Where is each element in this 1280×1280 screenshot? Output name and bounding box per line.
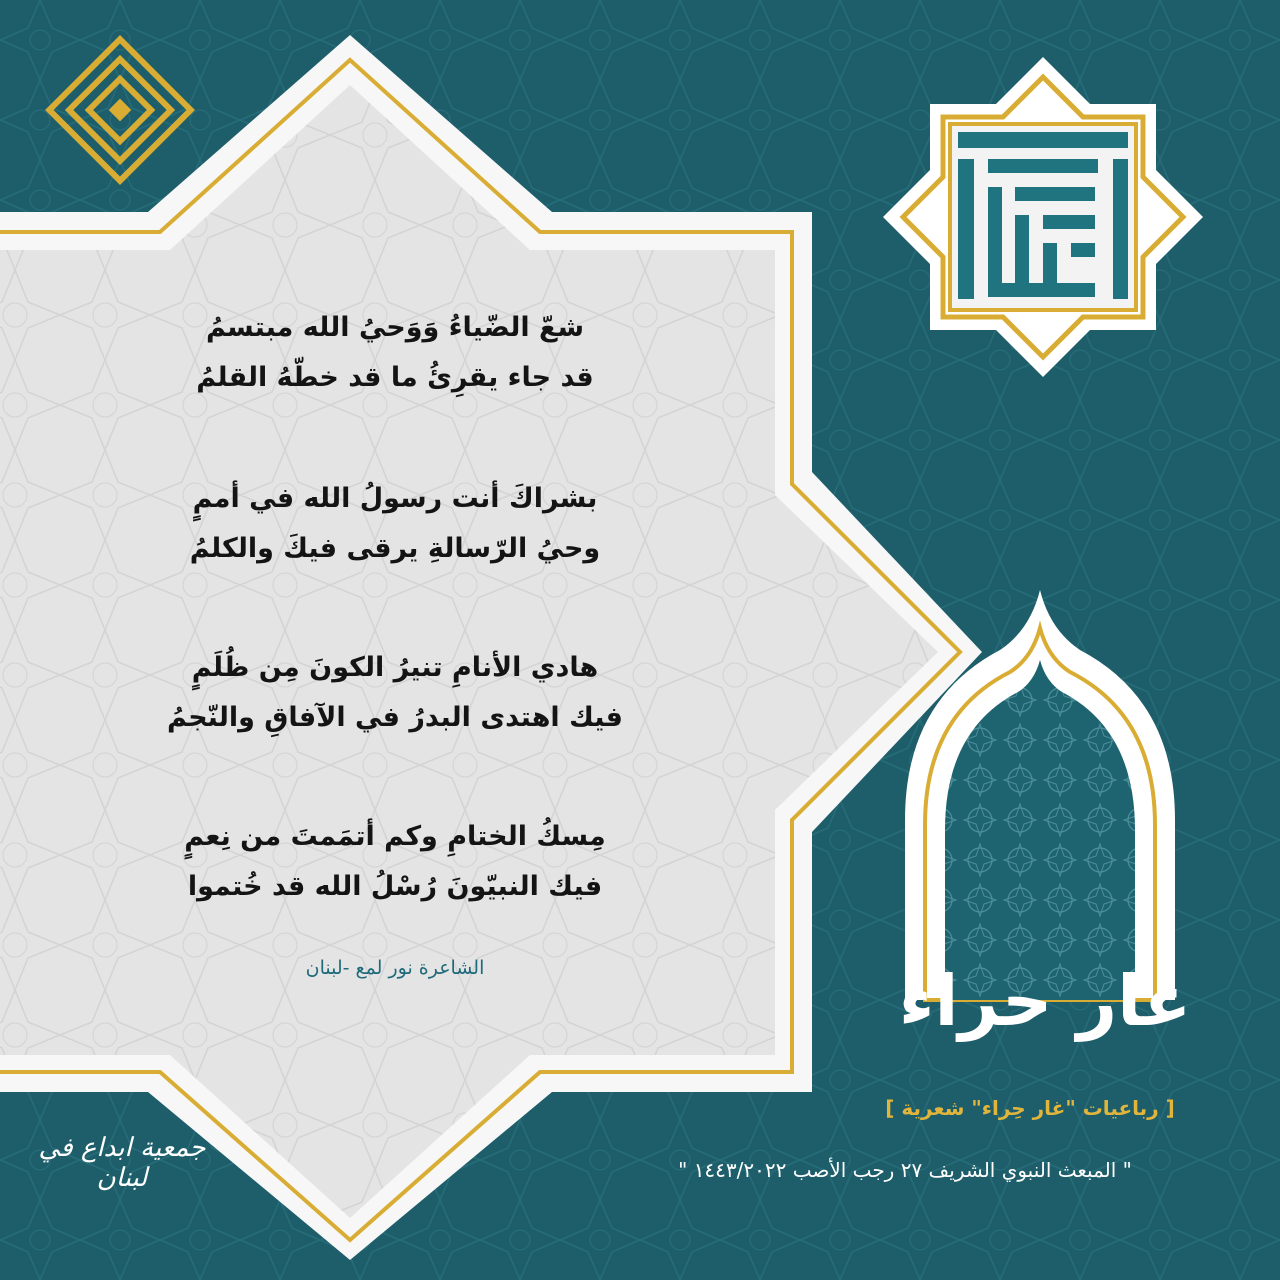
stanza-3 (0, 643, 790, 743)
poem-line: مِسكُ الختامِ وكم أتمَمتَ من نِعمٍ (184, 821, 606, 852)
occasion-date: " المبعث النبوي الشريف ٢٧ رجب الأصب ١٤٤٣/٢٠٢٢ " (678, 1158, 1132, 1182)
association-logo: جمعية ابداع في لبنان (38, 1133, 206, 1193)
poem-line: فيك اهتدى البدرُ في الآفاقِ والنّجمُ (167, 702, 623, 733)
subtitle: [ رباعيات "غار حِراء" شعرية ] (885, 1096, 1175, 1120)
title-logo: غار حراء (898, 960, 1192, 1042)
poem-line: فيك النبيّونَ رُسْلُ الله قد خُتموا (187, 871, 603, 902)
poet-credit: الشاعرة نور لمع -لبنان (305, 957, 485, 979)
stanza-1 (0, 303, 790, 403)
poem-line: قد جاء يقرِئُ ما قد خطّهُ القلمُ (196, 362, 594, 393)
poem-line: شعّ الضّياءُ وَوَحيُ الله مبتسمُ (205, 312, 585, 343)
poem-line: هادي الأنامِ تنيرُ الكونَ مِن ظُلَمٍ (191, 652, 599, 683)
kufic-star-emblem (883, 57, 1203, 377)
poem-line: وحيُ الرّسالةِ يرقى فيكَ والكلمُ (189, 533, 601, 564)
stanza-4 (0, 812, 790, 912)
stanza-2 (0, 474, 790, 574)
poem-line: بشراكَ أنت رسولُ الله في أممٍ (192, 483, 598, 514)
